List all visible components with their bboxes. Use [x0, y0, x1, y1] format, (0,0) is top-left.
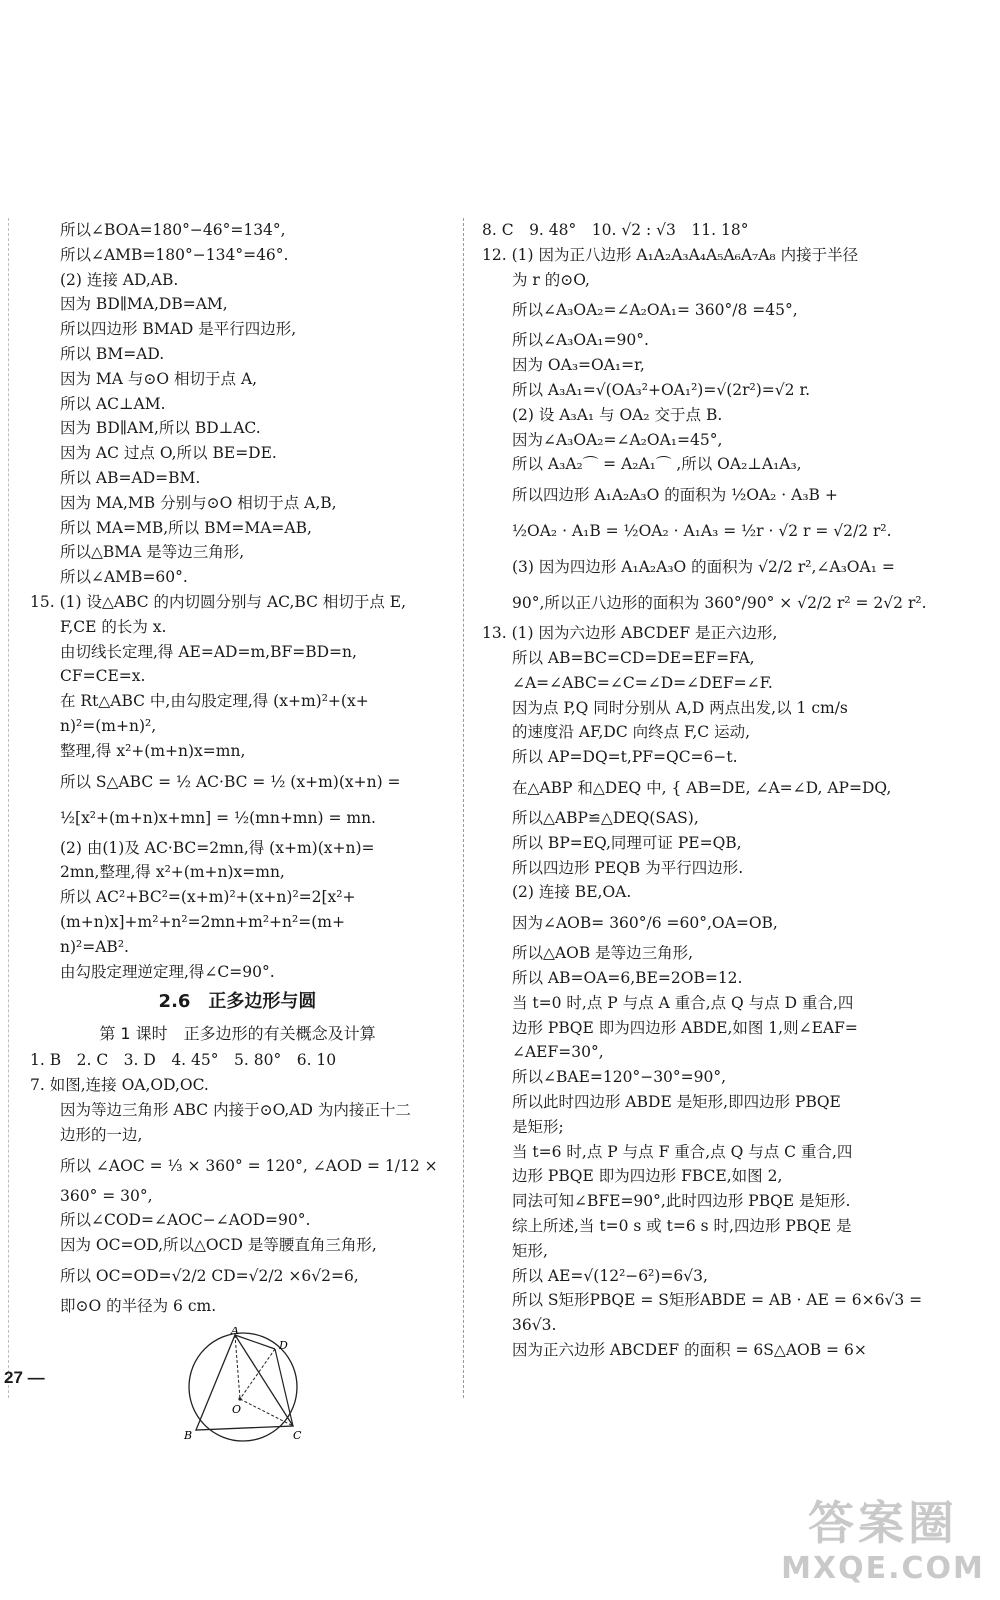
text-line: 所以 S矩形PBQE = S矩形ABDE = AB · AE = 6×6√3 = — [512, 1291, 923, 1310]
text-line: 所以 AB=BC=CD=DE=EF=FA, — [512, 648, 755, 667]
answer-15 — [30, 590, 445, 984]
text-line: 所以 S△ABC = ½ AC·BC = ½ (x+m)(x+n) = — [60, 772, 401, 791]
text-line: 所以 AB=OA=6,BE=2OB=12. — [512, 968, 743, 987]
text-line: 8. C 9. 48° 10. √2 : √3 11. 18° — [482, 221, 749, 239]
text-line: 所以∠AMB=180°−134°=46°. — [60, 245, 289, 264]
text-line: 36√3. — [512, 1316, 557, 1335]
text-line: 13. (1) 因为六边形 ABCDEF 是正六边形, — [482, 624, 778, 643]
text-line: (2) 连接 BE,OA. — [512, 883, 632, 902]
answers-8-12 — [482, 218, 927, 621]
text-line: 因为 MA,MB 分别与⊙O 相切于点 A,B, — [60, 493, 337, 512]
text-line: 边形 PBQE 即为四边形 FBCE,如图 2, — [512, 1167, 783, 1186]
text-line: 边形的一边, — [60, 1125, 143, 1144]
text-line: 边形 PBQE 即为四边形 ABDE,如图 1,则∠EAF= — [512, 1018, 858, 1037]
text-line: 所以 BM=AD. — [60, 344, 165, 363]
page-number: 27 — — [4, 1368, 45, 1387]
text-line: 在 Rt△ABC 中,由勾股定理,得 (x+m)²+(x+ — [60, 692, 369, 711]
text-line: ∠A=∠ABC=∠C=∠D=∠DEF=∠F. — [512, 673, 773, 692]
text-line: 因为 BD∥MA,DB=AM, — [60, 295, 228, 314]
text-line: (2) 设 A₃A₁ 与 OA₂ 交于点 B. — [512, 405, 723, 424]
text-line: 因为 OC=OD,所以△OCD 是等腰直角三角形, — [60, 1236, 377, 1255]
text-line: 在△ABP 和△DEQ 中, { AB=DE, ∠A=∠D, AP=DQ, — [512, 778, 892, 797]
text-line: 所以 AB=AD=BM. — [60, 468, 201, 487]
text-line: 综上所述,当 t=0 s 或 t=6 s 时,四边形 PBQE 是 — [512, 1216, 852, 1235]
text-line: 所以 ∠AOC = ⅓ × 360° = 120°, ∠AOD = 1/12 × — [60, 1156, 438, 1175]
text-line: 90°,所以正八边形的面积为 360°/90° × √2/2 r² = 2√2 r². — [512, 594, 927, 613]
text-line: 所以四边形 BMAD 是平行四边形, — [60, 320, 297, 339]
column-divider — [463, 218, 464, 1398]
text-line: 同法可知∠BFE=90°,此时四边形 PBQE 是矩形. — [512, 1192, 851, 1211]
label-a: A — [231, 1326, 239, 1337]
lesson-title: 第 1 课时 正多边形的有关概念及计算 — [99, 1024, 376, 1044]
text-line: 因为∠AOB= 360°/6 =60°,OA=OB, — [512, 914, 778, 933]
watermark-logo — [778, 1494, 988, 1594]
text-line: n)²=(m+n)², — [60, 716, 157, 735]
text-line: 1. B 2. C 3. D 4. 45° 5. 80° 6. 10 — [30, 1051, 337, 1070]
text-line: 所以∠A₃OA₁=90°. — [512, 331, 649, 350]
text-line: 所以此时四边形 ABDE 是矩形,即四边形 PBQE — [512, 1092, 841, 1111]
text-line: 即⊙O 的半径为 6 cm. — [60, 1296, 217, 1315]
text-line: 因为 OA₃=OA₁=r, — [512, 356, 645, 375]
right-column — [482, 218, 927, 1363]
text-line: 2mn,整理,得 x²+(m+n)x=mn, — [60, 863, 285, 882]
text-line: 整理,得 x²+(m+n)x=mn, — [60, 741, 246, 760]
text-line: 所以△AOB 是等边三角形, — [512, 944, 694, 963]
text-line: 为 r 的⊙O, — [512, 270, 590, 289]
watermark-bottom: MXQE.COM — [781, 1551, 985, 1586]
text-line: 所以 MA=MB,所以 BM=MA=AB, — [60, 518, 312, 537]
text-line: 的速度沿 AF,DC 向终点 F,C 运动, — [512, 723, 751, 742]
text-line: 所以四边形 A₁A₂A₃O 的面积为 ½OA₂ · A₃B + — [512, 486, 838, 505]
page-edge-mark — [8, 218, 9, 1398]
segment-od — [240, 1349, 275, 1399]
text-line: 所以 A₃A₂⌒ = A₂A₁⌒ ,所以 OA₂⊥A₁A₃, — [512, 455, 802, 474]
answer-13 — [482, 621, 923, 1363]
segment-oa — [235, 1335, 240, 1399]
text-line: 所以四边形 PEQB 为平行四边形. — [512, 858, 744, 877]
text-line: 所以∠AMB=60°. — [60, 568, 188, 587]
label-b: B — [184, 1428, 193, 1442]
text-line: (m+n)x]+m²+n²=2mn+m²+n²=(m+ — [60, 912, 345, 931]
text-line: 因为∠A₃OA₂=∠A₂OA₁=45°, — [512, 430, 723, 449]
text-line: 是矩形; — [512, 1117, 564, 1136]
answer-14-continued — [30, 218, 445, 590]
text-line: 所以∠A₃OA₂=∠A₂OA₁= 360°/8 =45°, — [512, 301, 798, 320]
text-line: 360° = 30°, — [60, 1186, 153, 1205]
text-line: ½[x²+(m+n)x+mn] = ½(mn+mn) = mn. — [60, 808, 376, 827]
text-line: 因为 AC 过点 O,所以 BE=DE. — [60, 444, 277, 463]
text-line: 所以 A₃A₁=√(OA₃²+OA₁²)=√(2r²)=√2 r. — [512, 380, 811, 399]
text-line: 因为 MA 与⊙O 相切于点 A, — [60, 369, 258, 388]
text-line: 因为点 P,Q 同时分别从 A,D 两点出发,以 1 cm/s — [512, 698, 848, 717]
text-line: 所以 BP=EQ,同理可证 PE=QB, — [512, 833, 742, 852]
text-line: 所以∠BOA=180°−46°=134°, — [60, 221, 286, 239]
text-line: (3) 因为四边形 A₁A₂A₃O 的面积为 √2/2 r²,∠A₃OA₁ = — [512, 558, 895, 577]
text-line: 因为等边三角形 ABC 内接于⊙O,AD 为内接正十二 — [60, 1100, 411, 1119]
text-line: CF=CE=x. — [60, 667, 146, 686]
text-line: 由切线长定理,得 AE=AD=m,BF=BD=n, — [60, 642, 357, 661]
text-line: 因为 BD∥AM,所以 BD⊥AC. — [60, 419, 261, 438]
watermark-top: 答案圈 — [808, 1496, 958, 1550]
text-line: n)²=AB². — [60, 937, 129, 956]
label-d: D — [279, 1338, 288, 1352]
text-line: 当 t=6 时,点 P 与点 F 重合,点 Q 与点 C 重合,四 — [512, 1142, 853, 1161]
center-point — [238, 1397, 241, 1400]
section-title: 2.6 正多边形与圆 — [158, 991, 317, 1013]
text-line: 12. (1) 因为正八边形 A₁A₂A₃A₄A₅A₆A₇A₈ 内接于半径 — [482, 245, 859, 264]
answers-1-7 — [30, 1048, 445, 1318]
label-c: C — [293, 1428, 302, 1442]
text-line: 所以 AE=√(12²−6²)=6√3, — [512, 1266, 708, 1285]
label-o: O — [232, 1402, 242, 1416]
text-line: 7. 如图,连接 OA,OD,OC. — [30, 1076, 209, 1095]
text-line: 因为正六边形 ABCDEF 的面积 = 6S△AOB = 6× — [512, 1340, 867, 1359]
text-line: (2) 连接 AD,AB. — [60, 270, 179, 289]
text-line: 所以△BMA 是等边三角形, — [60, 543, 245, 562]
text-line: ½OA₂ · A₁B = ½OA₂ · A₁A₃ = ½r · √2 r = √2/2 r². — [512, 522, 892, 541]
text-line: ∠AEF=30°, — [512, 1043, 604, 1062]
segment-ad — [235, 1335, 275, 1349]
text-line: (2) 由(1)及 AC·BC=2mn,得 (x+m)(x+n)= — [60, 838, 375, 857]
text-line: 当 t=0 时,点 P 与点 A 重合,点 Q 与点 D 重合,四 — [512, 993, 854, 1012]
text-line: 所以 OC=OD=√2/2 CD=√2/2 ×6√2=6, — [60, 1266, 359, 1285]
text-line: 所以∠COD=∠AOC−∠AOD=90°. — [60, 1211, 311, 1230]
text-line: 所以 AC²+BC²=(x+m)²+(x+n)²=2[x²+ — [60, 888, 356, 907]
text-line: 矩形, — [512, 1241, 548, 1260]
text-line: 由勾股定理逆定理,得∠C=90°. — [60, 962, 275, 981]
text-line: 所以 AC⊥AM. — [60, 394, 166, 413]
text-line: 15. (1) 设△ABC 的内切圆分别与 AC,BC 相切于点 E, — [30, 592, 407, 611]
text-line: 所以 AP=DQ=t,PF=QC=6−t. — [512, 748, 738, 767]
circle-inscribed-triangle-figure — [180, 1327, 310, 1442]
text-line: 所以∠BAE=120°−30°=90°, — [512, 1068, 727, 1087]
left-column — [30, 218, 445, 1442]
text-line: F,CE 的长为 x. — [60, 617, 167, 636]
text-line: 所以△ABP≌△DEQ(SAS), — [512, 808, 699, 827]
